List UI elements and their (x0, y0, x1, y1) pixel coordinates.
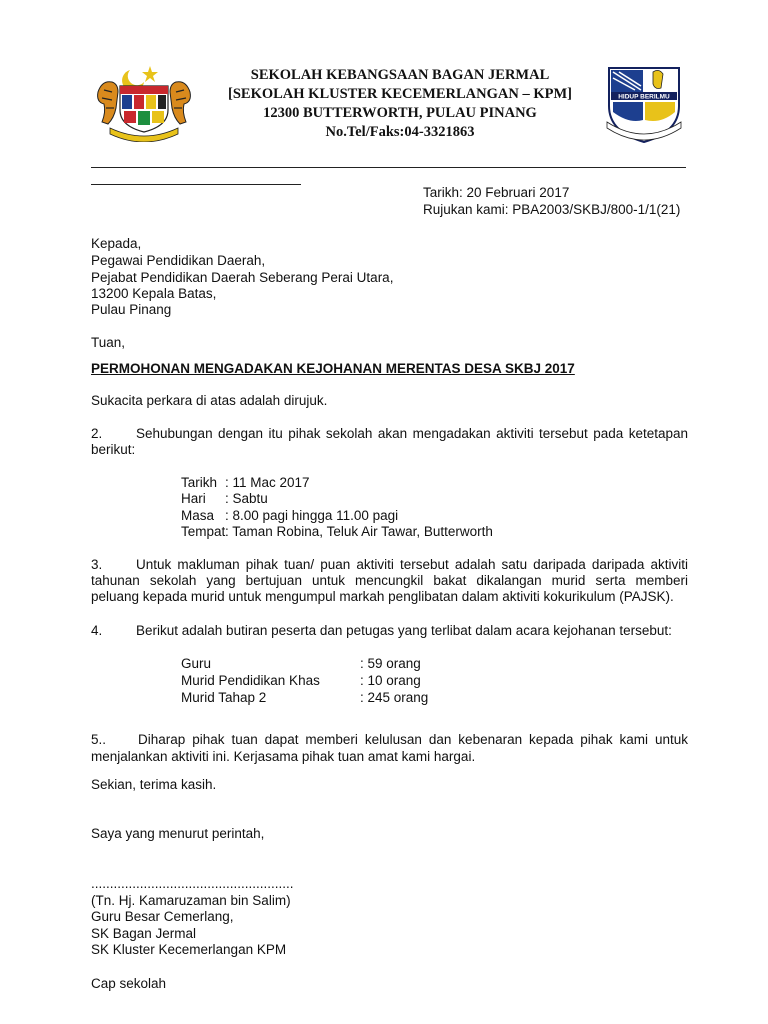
paragraph-2-line: berikut: (91, 442, 136, 457)
participant-label: Murid Pendidikan Khas (181, 673, 320, 688)
school-name: SEKOLAH KEBANGSAAN BAGAN JERMAL (250, 67, 550, 83)
closing: Sekian, terima kasih. (91, 777, 217, 792)
schedule-label: Tempat (181, 524, 226, 539)
stamp-label: Cap sekolah (91, 976, 167, 991)
paragraph-3-number: 3. (91, 557, 103, 572)
participant-value: : 245 orang (360, 690, 429, 705)
signatory-line: (Tn. Hj. Kamaruzaman bin Salim) (91, 893, 291, 908)
schedule-label: Masa (181, 508, 215, 523)
salutation: Tuan, (91, 335, 126, 350)
schedule-label: Hari (181, 491, 206, 506)
recipient-line: Pulau Pinang (91, 302, 172, 317)
header-divider (91, 167, 686, 168)
participant-label: Murid Tahap 2 (181, 690, 267, 705)
paragraph-4-number: 4. (91, 623, 103, 638)
signatory-line: SK Bagan Jermal (91, 926, 197, 941)
school-phone: No.Tel/Faks:04-3321863 (325, 124, 475, 140)
schedule-value: : 8.00 pagi hingga 11.00 pagi (225, 508, 399, 523)
signatory-line: Guru Besar Cemerlang, (91, 909, 234, 924)
paragraph-3-line: peluang kepada murid untuk mengumpul markah penglibatan dalam aktiviti kokurikulum (PAJSK). (91, 589, 674, 604)
letter-date: Tarikh: 20 Februari 2017 (423, 185, 570, 200)
badge-motto: HIDUP BERILMU (618, 93, 670, 101)
signatory-line: SK Kluster Kecemerlangan KPM (91, 942, 287, 957)
signature-line: ...................................................... (91, 876, 294, 891)
schedule-value: : Taman Robina, Teluk Air Tawar, Butterworth (225, 524, 493, 539)
schedule-label: Tarikh (181, 475, 218, 490)
paragraph-5-line: Diharap pihak tuan dapat memberi kelulusan dan kebenaran kepada pihak kami untuk (138, 732, 688, 747)
paragraph-3-line: Untuk makluman pihak tuan/ puan aktiviti tersebut adalah satu daripada daripada aktiviti (136, 557, 688, 572)
school-badge-icon (603, 62, 685, 144)
paragraph-1: Sukacita perkara di atas adalah dirujuk. (91, 393, 328, 408)
paragraph-4-text: Berikut adalah butiran peserta dan petugas yang terlibat dalam acara kejohanan tersebut: (136, 623, 672, 638)
recipient-line: Pegawai Pendidikan Daerah, (91, 253, 266, 268)
schedule-value: : 11 Mac 2017 (225, 475, 310, 490)
school-address: 12300 BUTTERWORTH, PULAU PINANG (263, 105, 537, 121)
schedule-value: : Sabtu (225, 491, 268, 506)
paragraph-2-line: Sehubungan dengan itu pihak sekolah akan mengadakan aktiviti tersebut pada ketetapan (136, 426, 688, 441)
paragraph-2-number: 2. (91, 426, 103, 441)
school-cluster: [SEKOLAH KLUSTER KECEMERLANGAN – KPM] (228, 86, 572, 102)
paragraph-3-line: tahunan sekolah yang bertujuan untuk mencungkil bakat dikalangan murid serta memberi (91, 573, 688, 588)
recipient-line: 13200 Kepala Batas, (91, 286, 217, 301)
recipient-line: Kepada, (91, 236, 142, 251)
paragraph-5-line: menjalankan aktiviti ini. Kerjasama pihak tuan amat kami hargai. (91, 749, 476, 764)
paragraph-5-number: 5.. (91, 732, 107, 747)
coat-of-arms-icon (92, 62, 196, 142)
letter-reference: Rujukan kami: PBA2003/SKBJ/800-1/1(21) (423, 202, 681, 217)
letter-subject: PERMOHONAN MENGADAKAN KEJOHANAN MERENTAS DESA SKBJ 2017 (91, 361, 575, 376)
participant-label: Guru (181, 656, 212, 671)
reference-divider (91, 184, 301, 185)
recipient-line: Pejabat Pendidikan Daerah Seberang Perai Utara, (91, 270, 394, 285)
participant-value: : 10 orang (360, 673, 421, 688)
participant-value: : 59 orang (360, 656, 421, 671)
sign-off: Saya yang menurut perintah, (91, 826, 265, 841)
